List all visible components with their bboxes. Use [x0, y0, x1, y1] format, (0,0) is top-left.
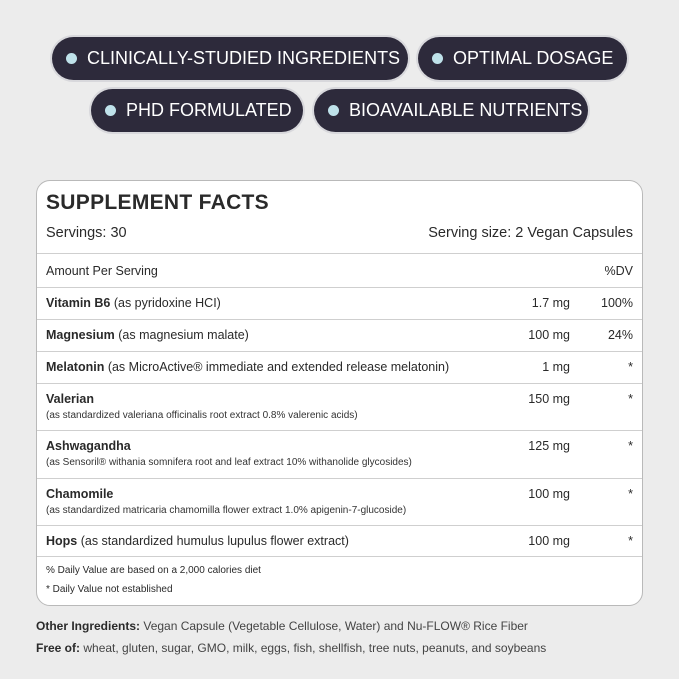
- free-label: Free of:: [36, 641, 81, 655]
- other-ingredients: [36, 619, 528, 633]
- nutrient-dv: 100%: [601, 296, 633, 310]
- nutrient-row: [37, 287, 642, 319]
- nutrient-label: Ashwagandha: [46, 439, 131, 453]
- free-text: wheat, gluten, sugar, GMO, milk, eggs, fish, shellfish, tree nuts, peanuts, and soybeans: [80, 641, 547, 655]
- nutrient-label: Valerian: [46, 392, 94, 406]
- nutrient-name: [46, 439, 131, 453]
- nutrient-label: Chamomile: [46, 487, 114, 501]
- nutrient-label: Hops: [46, 534, 78, 548]
- nutrient-dv: *: [628, 439, 633, 453]
- nutrient-amount: 150 mg: [528, 392, 570, 406]
- badge-optimal-dosage: [418, 37, 627, 80]
- nutrient-source: (as standardized valeriana officinalis root extract 0.8% valerenic acids): [46, 410, 358, 421]
- nutrient-row: [37, 319, 642, 351]
- supplement-facts-panel: [36, 180, 643, 606]
- nutrient-amount: 1.7 mg: [531, 296, 570, 310]
- serving-size: Serving size: 2 Vegan Capsules: [428, 225, 633, 241]
- amount-header: Amount Per Serving: [46, 264, 158, 278]
- nutrient-label: Vitamin B6: [46, 296, 111, 310]
- badge-bioavailable: [314, 89, 588, 132]
- badge-label: OPTIMAL DOSAGE: [453, 48, 614, 68]
- footnote-not-established: * Daily Value not established: [46, 584, 173, 595]
- nutrient-row: [37, 430, 642, 478]
- footnote-dv: % Daily Value are based on a 2,000 calories diet: [46, 565, 261, 576]
- nutrient-name: [46, 534, 349, 548]
- nutrient-source: (as standardized matricaria chamomilla flower extract 1.0% apigenin-7-glucoside): [46, 505, 407, 516]
- nutrient-dv: *: [628, 392, 633, 406]
- nutrient-dv: *: [628, 360, 633, 374]
- nutrient-dv: 24%: [607, 328, 633, 342]
- badge-label: BIOAVAILABLE NUTRIENTS: [349, 100, 583, 120]
- nutrient-detail: (as standardized humulus lupulus flower extract): [77, 534, 349, 548]
- nutrient-dv: *: [628, 487, 633, 501]
- header-row: [37, 253, 642, 287]
- nutrient-name: [46, 328, 249, 342]
- nutrient-name: [46, 296, 221, 310]
- footnotes: [37, 556, 642, 606]
- facts-title: SUPPLEMENT FACTS: [46, 191, 269, 214]
- nutrient-detail: (as pyridoxine HCI): [110, 296, 221, 310]
- nutrient-name: [46, 360, 449, 374]
- nutrient-name: [46, 392, 94, 406]
- dot-icon: [432, 53, 443, 64]
- dot-icon: [66, 53, 77, 64]
- nutrient-amount: 1 mg: [542, 360, 570, 374]
- badge-clinically-studied: [52, 37, 408, 80]
- other-text: Vegan Capsule (Vegetable Cellulose, Water) and Nu-FLOW® Rice Fiber: [140, 619, 528, 633]
- nutrient-row: [37, 383, 642, 430]
- nutrient-name: [46, 487, 113, 501]
- nutrient-row: [37, 351, 642, 383]
- nutrient-row: [37, 478, 642, 525]
- nutrient-amount: 125 mg: [528, 439, 570, 453]
- badge-label: CLINICALLY-STUDIED INGREDIENTS: [87, 48, 401, 68]
- nutrient-amount: 100 mg: [528, 534, 570, 548]
- other-label: Other Ingredients:: [36, 619, 141, 633]
- nutrient-label: Melatonin: [46, 360, 105, 374]
- nutrient-detail: (as magnesium malate): [114, 328, 249, 342]
- dot-icon: [328, 105, 339, 116]
- nutrient-source: (as Sensoril® withania somnifera root and leaf extract 10% withanolide glycosides): [46, 457, 412, 468]
- nutrient-detail: (as MicroActive® immediate and extended release melatonin): [104, 360, 450, 374]
- nutrient-dv: *: [628, 534, 633, 548]
- nutrient-row: [37, 525, 642, 556]
- badge-label: PHD FORMULATED: [126, 100, 292, 120]
- nutrient-amount: 100 mg: [528, 328, 570, 342]
- dot-icon: [105, 105, 116, 116]
- nutrient-label: Magnesium: [46, 328, 115, 342]
- servings: Servings: 30: [46, 225, 127, 241]
- dv-header: %DV: [604, 264, 633, 278]
- badge-phd-formulated: [91, 89, 303, 132]
- free-of: [36, 641, 546, 655]
- nutrient-amount: 100 mg: [528, 487, 570, 501]
